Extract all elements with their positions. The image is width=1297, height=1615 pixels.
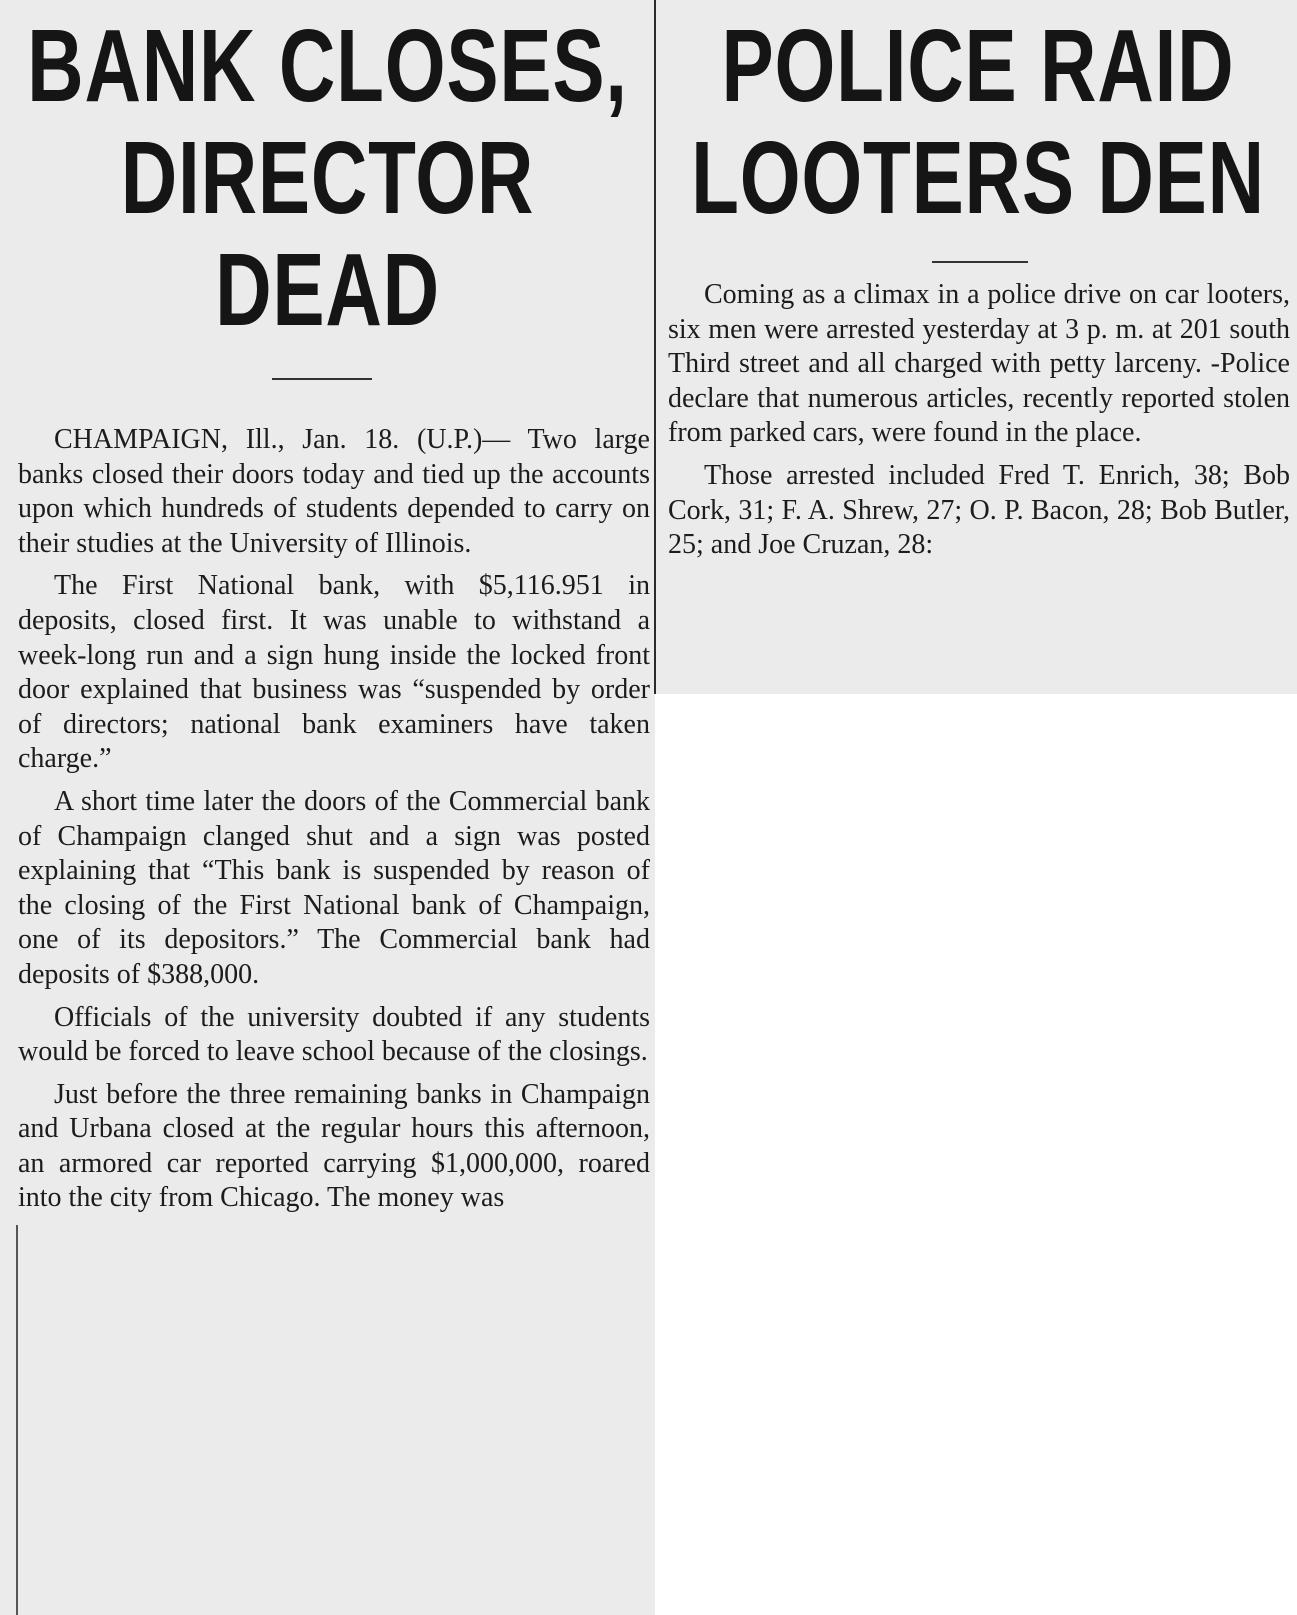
paragraph: Officials of the university doubted if any students would be forced to leave school because of the closings. bbox=[18, 1001, 650, 1068]
headline-divider bbox=[272, 378, 372, 380]
paragraph: Those arrested included Fred T. Enrich, 38; Bob Cork, 31; F. A. Shrew, 27; O. P. Bacon, 28; Bob Butler, 25; and Joe Cruzan, 28: bbox=[668, 459, 1290, 561]
left-article-body bbox=[18, 423, 650, 1224]
column-rule-lower bbox=[16, 1225, 18, 1615]
left-headline-line: DIRECTOR bbox=[120, 120, 535, 235]
left-headline-line: BANK CLOSES, bbox=[27, 8, 628, 123]
left-headline-line: DEAD bbox=[215, 232, 440, 347]
right-article-body bbox=[668, 278, 1290, 571]
left-headline bbox=[10, 10, 645, 346]
paragraph: A short time later the doors of the Commercial bank of Champaign clanged shut and a sign was posted explaining that “This bank is suspended by reason of the closing of the First National bank of Champaign, one of its depositors.” The Commercial bank had deposits of $388,000. bbox=[18, 785, 650, 990]
paragraph: CHAMPAIGN, Ill., Jan. 18. (U.P.)— Two large banks closed their doors today and tied up the accounts upon which hundreds of students depended to carry on their studies at the University of Illinois. bbox=[18, 424, 650, 559]
paragraph: Just before the three remaining banks in Champaign and Urbana closed at the regular hours this afternoon, an armored car reported carrying $1,000,000, roared into the city from Chicago. The money was bbox=[18, 1078, 650, 1214]
paragraph: The First National bank, with $5,116.951 in deposits, closed first. It was unable to withstand a week-long run and a sign hung inside the locked front door explained that business was “suspended by order of directors; national bank examiners have taken charge.” bbox=[18, 570, 650, 775]
headline-divider bbox=[932, 261, 1028, 263]
right-headline-line: LOOTERS DEN bbox=[691, 120, 1265, 235]
right-headline bbox=[666, 10, 1289, 234]
column-rule bbox=[654, 0, 656, 694]
paragraph: Coming as a climax in a police drive on car looters, six men were arrested yesterday at 3 p. m. at 201 south Third street and all charged with petty larceny. -Police declare that numerous articles, recently reported stolen from parked cars, were found in the place. bbox=[668, 279, 1290, 449]
right-headline-line: POLICE RAID bbox=[721, 8, 1235, 123]
